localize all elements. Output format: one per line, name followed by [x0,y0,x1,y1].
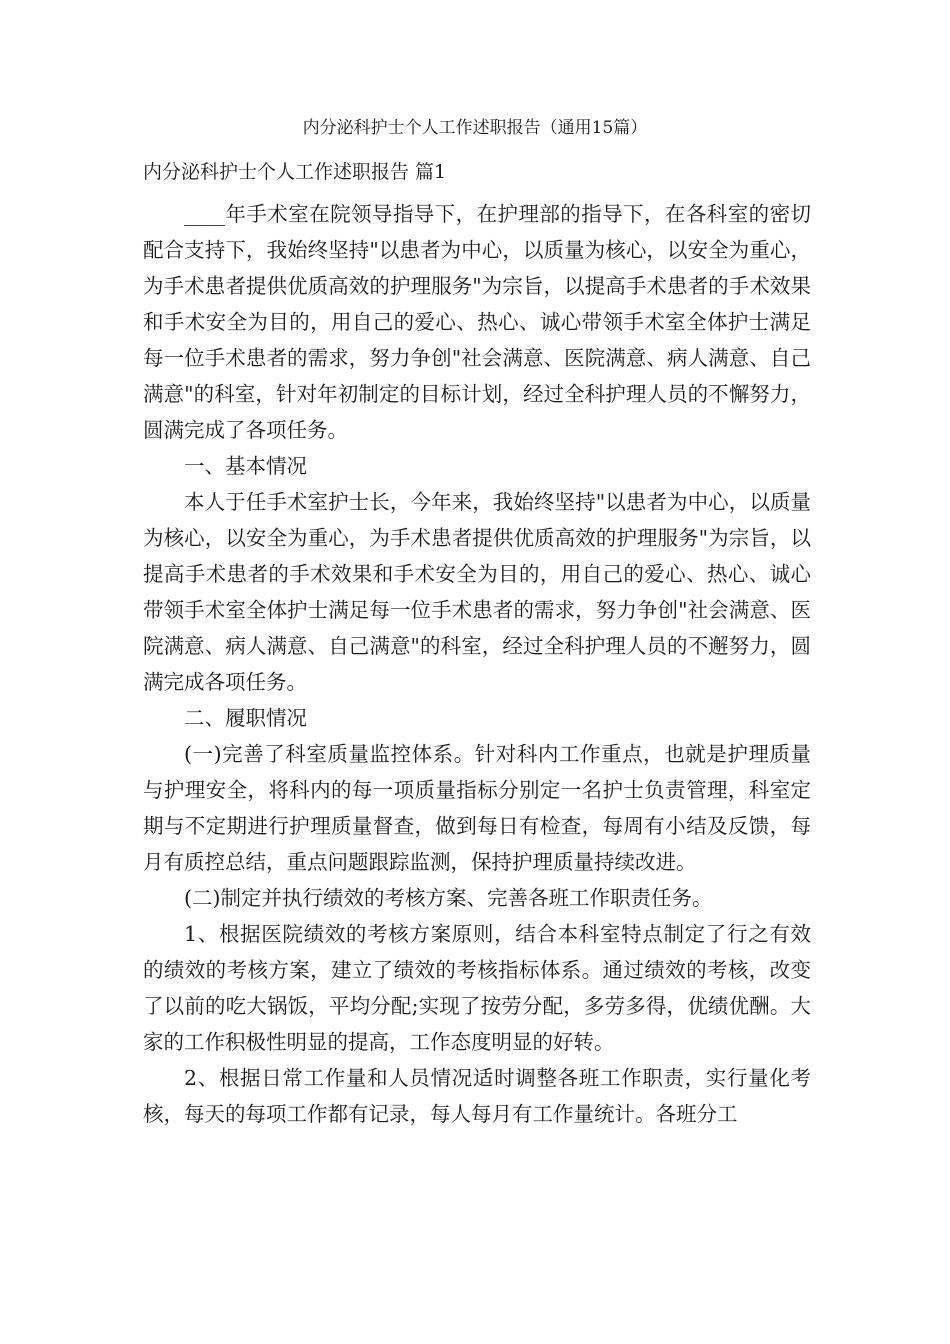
paragraph-intro: ____年手术室在院领导指导下，在护理部的指导下，在各科室的密切配合支持下，我始终坚持"以患者为中心，以质量为核心，以安全为重心，为手术患者提供优质高效的护理服务"为宗旨，以提高手术患者的手术效果和手术安全为目的，用自己的爱心、热心、诚心带领手术室全体护士满足每一位手术患者的需求，努力争创"社会满意、医院满意、病人满意、自己满意"的科室，针对年初制定的目标计划，经过全科护理人员的不懈努力，圆满完成了各项任务。 [143,202,811,442]
paragraph-item-2: 2、根据日常工作量和人员情况适时调整各班工作职责，实行量化考核，每天的每项工作都有记录，每人每月有工作量统计。各班分工 [143,1066,811,1126]
paragraph-basic-situation: 本人于任手术室护士长，今年来，我始终坚持"以患者为中心，以质量为核心，以安全为重心，为手术患者提供优质高效的护理服务"为宗旨，以提高手术患者的手术效果和手术安全为目的，用自己的爱心、热心、诚心带领手术室全体护士满足每一位手术患者的需求，努力争创"社会满意、医院满意、病人满意、自己满意"的科室，经过全科护理人员的不邂努力，圆满完成各项任务。 [143,490,811,694]
document-body [143,196,811,1132]
paragraph-quality-monitoring: (一)完善了科室质量监控体系。针对科内工作重点，也就是护理质量与护理安全，将科内的每一项质量指标分别定一名护士负责管理，科室定期与不定期进行护理质量督查，做到每日有检查，每周有小结及反馈，每月有质控总结，重点问题跟踪监测，保持护理质量持续改进。 [143,742,811,874]
heading-basic-situation: 一、基本情况 [184,454,307,478]
paragraph-performance-plan: (二)制定并执行绩效的考核方案、完善各班工作职责任务。 [184,886,713,910]
heading-duty-performance: 二、履职情况 [184,706,307,730]
section-title: 内分泌科护士个人工作述职报告 篇1 [143,161,447,183]
document-title: 内分泌科护士个人工作述职报告（通用15篇） [302,118,648,138]
paragraph-item-1: 1、根据医院绩效的考核方案原则，结合本科室特点制定了行之有效的绩效的考核方案，建立了绩效的考核指标体系。通过绩效的考核，改变了以前的吃大锅饭，平均分配;实现了按劳分配，多劳多得，优绩优酬。大家的工作积极性明显的提高，工作态度明显的好转。 [143,922,811,1054]
